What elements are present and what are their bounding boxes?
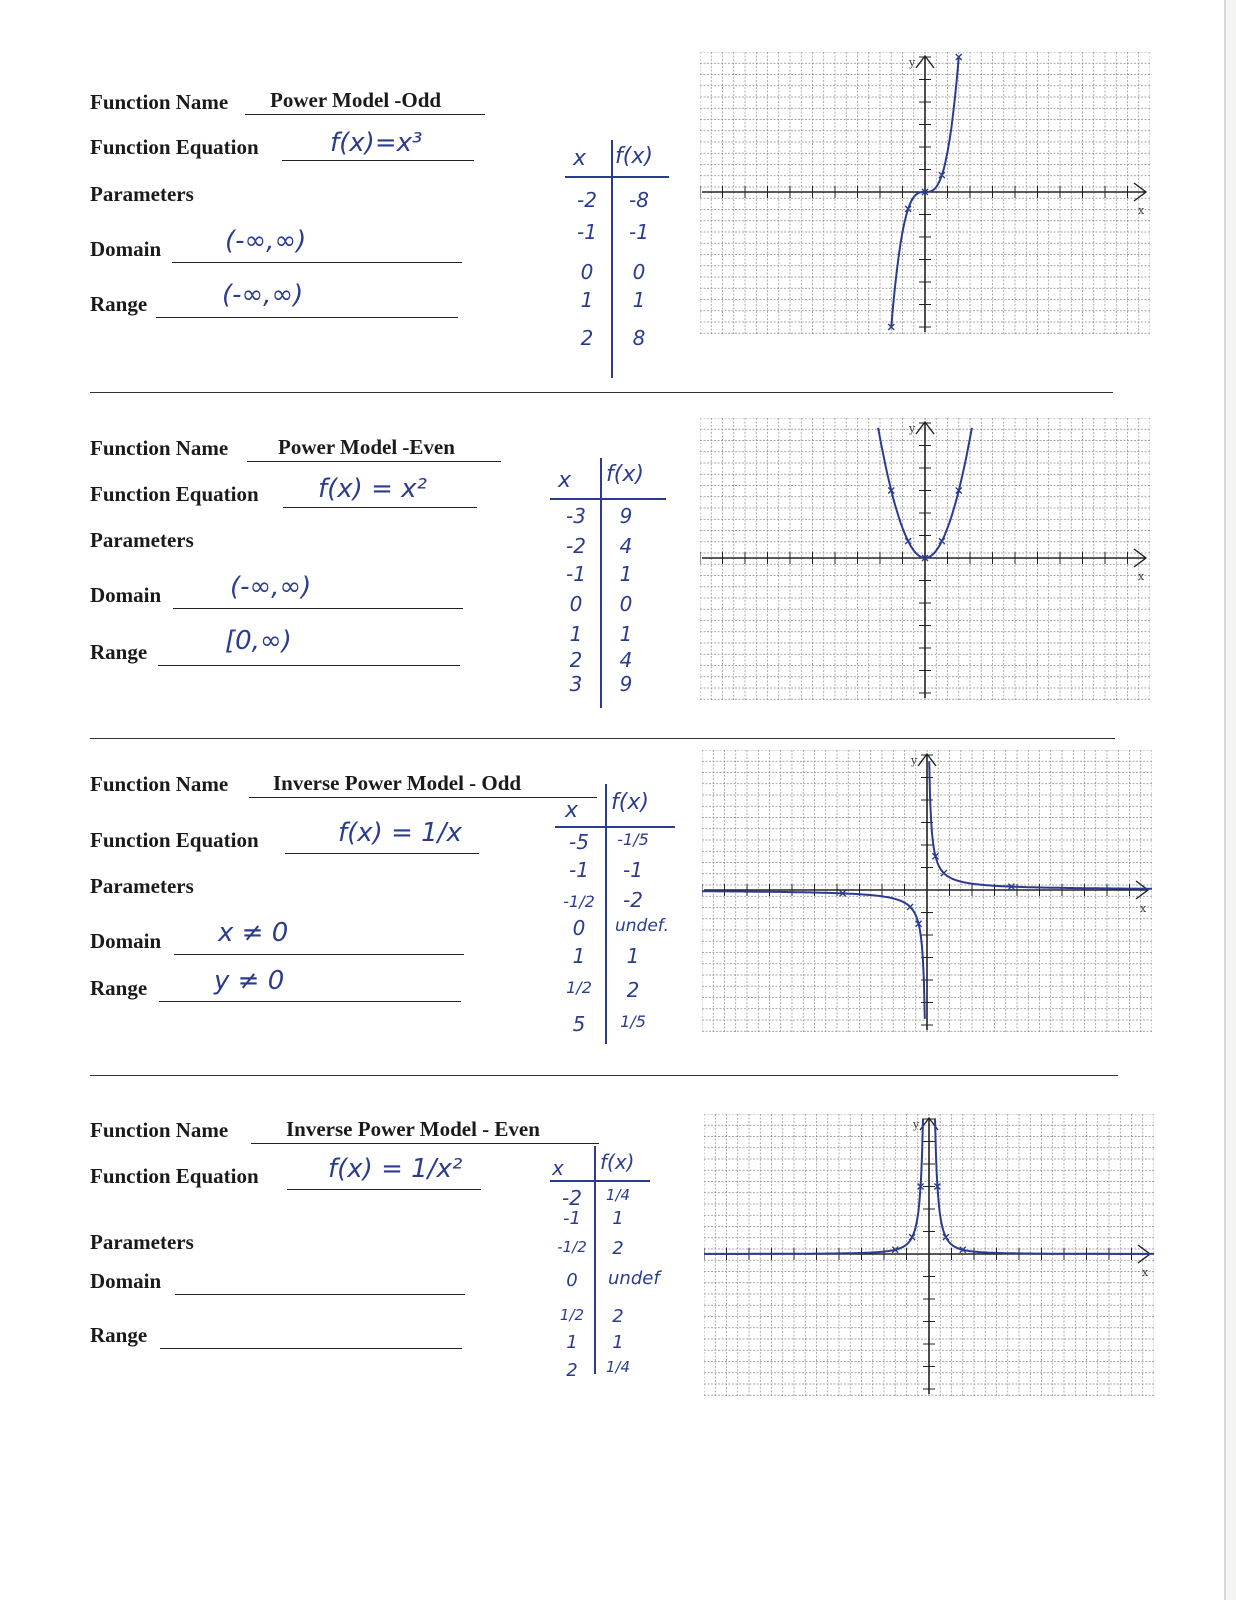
table-cell: -1 (629, 220, 649, 244)
table-cell: -1 (563, 1208, 581, 1229)
value-table (565, 140, 675, 420)
curve-segment (935, 1118, 1154, 1254)
function-name-label: Function Name (90, 772, 229, 796)
function-equation-line (285, 853, 479, 854)
function-name-label: Function Name (90, 1118, 229, 1142)
domain-label: Domain (90, 237, 162, 261)
table-cell: 3 (569, 672, 583, 696)
function-equation-label: Function Equation (90, 482, 259, 506)
table-cell: -5 (569, 830, 589, 854)
table-header-fx: f(x) (600, 1150, 635, 1174)
table-cell: -1/2 (557, 1238, 587, 1256)
plotted-point (941, 870, 947, 876)
domain-line (172, 262, 462, 263)
function-name-label: Function Name (90, 90, 229, 114)
domain-value: x ≠ 0 (218, 918, 289, 948)
table-cell: 1 (566, 1332, 578, 1353)
function-name-line (245, 114, 485, 115)
table-cell: 2 (612, 1238, 624, 1259)
domain-value: (-∞,∞) (225, 226, 307, 256)
table-cell: -1/5 (617, 830, 649, 849)
parameters-label: Parameters (90, 874, 194, 898)
table-cell: 0 (566, 1270, 578, 1291)
table-cell: 1 (612, 1208, 624, 1229)
table-cell: 1 (569, 622, 583, 646)
table-header-x: x (573, 146, 587, 171)
graph-svg (700, 52, 1150, 334)
table-cell: -2 (562, 1186, 582, 1210)
graph-power-odd (700, 52, 1150, 334)
domain-line (174, 954, 464, 955)
table-cell: -1 (566, 562, 586, 586)
range-label: Range (90, 292, 148, 316)
table-cell: 9 (619, 672, 633, 696)
table-cell: -8 (629, 188, 649, 212)
range-value: y ≠ 0 (214, 966, 285, 996)
table-cell: 2 (626, 978, 640, 1002)
table-cell: 2 (569, 648, 583, 672)
table-cell: 1/4 (605, 1186, 631, 1204)
range-value: [0,∞) (225, 626, 292, 656)
table-cell: 8 (632, 326, 646, 350)
graph-svg (702, 750, 1152, 1032)
range-line (160, 1348, 462, 1349)
x-axis-label: x (1140, 902, 1147, 915)
parameters-label: Parameters (90, 182, 194, 206)
table-cell: 5 (572, 1012, 586, 1036)
function-name-line (247, 461, 501, 462)
x-axis-label: x (1138, 570, 1145, 583)
x-axis-label: x (1142, 1266, 1149, 1279)
table-cell: 9 (619, 504, 633, 528)
table-cell: 1/5 (620, 1012, 646, 1031)
table-cell: 0 (632, 260, 646, 284)
section-power-odd (0, 40, 1224, 370)
table-cell: 1/4 (605, 1358, 631, 1376)
function-equation-label: Function Equation (90, 828, 259, 852)
y-axis-label: y (909, 56, 916, 69)
function-equation-value: f(x) = x² (318, 474, 427, 504)
function-equation-value: f(x) = 1/x² (328, 1154, 463, 1184)
table-cell: 1 (632, 288, 646, 312)
table-cell: 2 (580, 326, 594, 350)
function-name-value: Power Model -Even (278, 435, 455, 459)
y-axis-label: y (911, 754, 918, 767)
table-header-fx: f(x) (611, 790, 649, 815)
table-cell: 1 (580, 288, 594, 312)
table-cell: 1 (572, 944, 586, 968)
section-inverse-even (0, 1068, 1224, 1398)
function-equation-line (282, 160, 474, 161)
function-name-value: Inverse Power Model - Even (286, 1117, 540, 1141)
function-name-line (249, 797, 597, 798)
parameters-label: Parameters (90, 1230, 194, 1254)
table-cell: -1 (569, 858, 589, 882)
range-label: Range (90, 1323, 148, 1347)
graph-svg (700, 418, 1150, 700)
range-value: (-∞,∞) (222, 280, 304, 310)
table-cell: 4 (619, 534, 633, 558)
table-cell: 1 (626, 944, 640, 968)
table-cell: 0 (569, 592, 583, 616)
function-name-value: Inverse Power Model - Odd (273, 771, 522, 795)
table-header-x: x (558, 468, 572, 493)
graph-power-even (700, 418, 1150, 700)
y-axis-label: y (913, 1118, 920, 1131)
table-cell: -1/2 (563, 892, 595, 911)
table-header-x: x (565, 798, 579, 823)
table-cell: -2 (566, 534, 586, 558)
value-table (550, 458, 670, 718)
function-equation-line (283, 507, 477, 508)
table-cell: undef (608, 1268, 660, 1289)
table-cell: 1 (619, 622, 633, 646)
table-header-fx: f(x) (606, 462, 644, 487)
table-cell: 2 (566, 1360, 578, 1381)
table-cell: -1 (577, 220, 597, 244)
range-label: Range (90, 976, 148, 1000)
domain-label: Domain (90, 583, 162, 607)
section-inverse-odd (0, 722, 1224, 1052)
table-cell: 0 (572, 916, 586, 940)
value-table (550, 1146, 670, 1406)
range-line (158, 665, 460, 666)
table-cell: 1/2 (559, 1306, 585, 1324)
table-header-x: x (552, 1156, 564, 1180)
function-equation-value: f(x)=x³ (330, 128, 423, 158)
range-line (159, 1001, 461, 1002)
graph-svg (704, 1114, 1154, 1396)
domain-label: Domain (90, 929, 162, 953)
table-cell: 1/2 (566, 978, 592, 997)
table-cell: -2 (577, 188, 597, 212)
table-cell: -1 (623, 858, 643, 882)
function-equation-label: Function Equation (90, 1164, 259, 1188)
graph-inverse-odd (702, 750, 1152, 1032)
domain-value: (-∞,∞) (230, 572, 312, 602)
graph-inverse-even (704, 1114, 1154, 1396)
table-cell: 0 (619, 592, 633, 616)
table-cell: 0 (580, 260, 594, 284)
curve-segment (704, 1118, 923, 1254)
table-cell: -3 (566, 504, 586, 528)
domain-line (173, 608, 463, 609)
value-table (555, 784, 685, 1054)
function-equation-line (287, 1189, 481, 1190)
section-power-even (0, 386, 1224, 716)
plotted-point (907, 904, 913, 910)
function-name-line (251, 1143, 599, 1144)
domain-label: Domain (90, 1269, 162, 1293)
table-cell: -2 (623, 888, 643, 912)
function-name-value: Power Model -Odd (270, 88, 442, 112)
function-name-label: Function Name (90, 436, 229, 460)
table-cell: 2 (612, 1306, 624, 1327)
table-header-fx: f(x) (615, 144, 653, 169)
y-axis-label: y (909, 422, 916, 435)
function-equation-value: f(x) = 1/x (338, 818, 462, 848)
x-axis-label: x (1138, 204, 1145, 217)
table-cell: 4 (619, 648, 633, 672)
table-cell: undef. (615, 916, 669, 936)
parameters-label: Parameters (90, 528, 194, 552)
table-cell: 1 (619, 562, 633, 586)
function-equation-label: Function Equation (90, 135, 259, 159)
range-label: Range (90, 640, 148, 664)
table-cell: 1 (612, 1332, 624, 1353)
domain-line (175, 1294, 465, 1295)
range-line (156, 317, 458, 318)
